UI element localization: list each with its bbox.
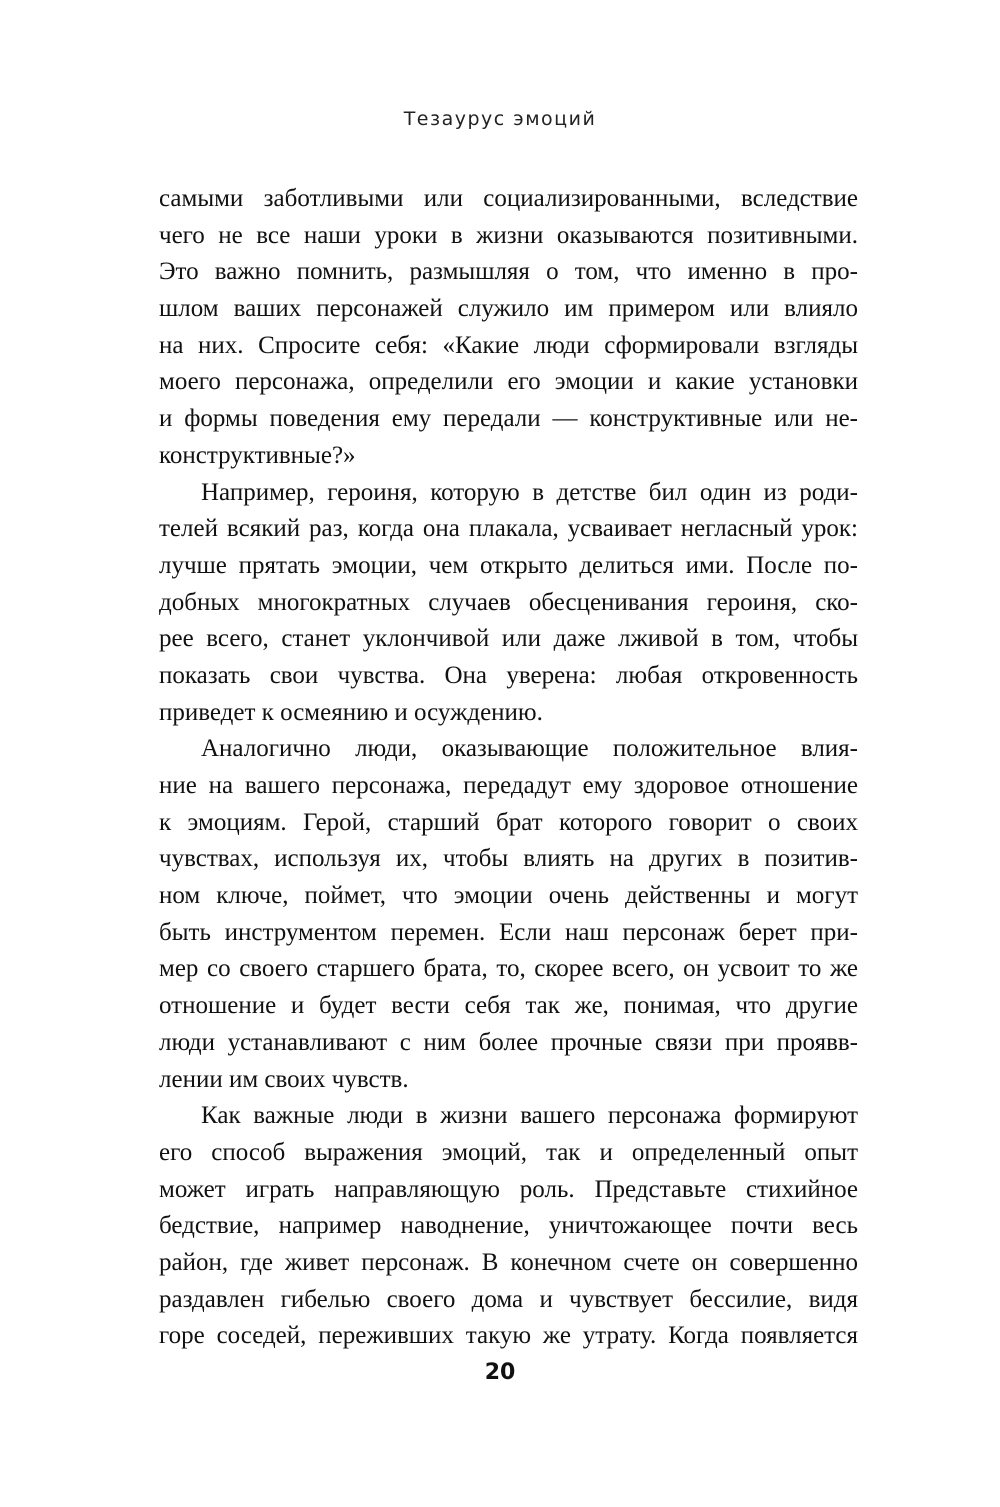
paragraph (159, 1098, 858, 1355)
text-line: ном ключе, поймет, что эмоции очень действенны и могут (159, 882, 858, 910)
text-line: шлом ваших персонажей служило им примером или влияло (159, 295, 858, 323)
text-line: на них. Спросите себя: «Какие люди сформировали взгляды (159, 331, 858, 359)
text-line: приведет к осмеянию и осуждению. (159, 698, 543, 726)
text-line: конструктивные?» (159, 441, 356, 469)
text-line: моего персонажа, определили его эмоции и какие установки (159, 368, 858, 396)
text-line: показать свои чувства. Она уверена: любая откровенность (159, 661, 858, 689)
text-line: лучше прятать эмоции, чем открыто делиться ими. После по- (159, 551, 858, 579)
text-line: его способ выражения эмоций, так и определенный опыт (159, 1138, 858, 1166)
text-line: самыми заботливыми или социализированными, вследствие (159, 185, 858, 212)
text-line: люди устанавливают с ним более прочные связи при проявв- (159, 1028, 858, 1056)
text-line: ние на вашего персонажа, передадут ему здоровое отношение (159, 772, 858, 799)
text-line: раздавлен гибелью своего дома и чувствует бессилие, видя (159, 1285, 858, 1313)
text-line: Например, героиня, которую в детстве бил один из роди- (201, 478, 858, 506)
body-text (159, 181, 858, 1355)
text-line: лении им своих чувств. (159, 1065, 409, 1093)
text-line: может играть направляющую роль. Представьте стихийное (159, 1175, 858, 1203)
paragraph (159, 731, 858, 1098)
text-line: Это важно помнить, размышляя о том, что именно в про- (159, 258, 858, 286)
text-line: и формы поведения ему передали — конструктивные или не- (159, 405, 858, 433)
text-line: отношение и будет вести себя так же, понимая, что другие (159, 992, 858, 1020)
text-line: район, где живет персонаж. В конечном счете он совершенно (159, 1248, 858, 1276)
text-line: горе соседей, переживших такую же утрату. Когда появляется (159, 1322, 858, 1350)
text-line: телей всякий раз, когда она плакала, усваивает негласный урок: (159, 515, 858, 543)
text-line: добных многократных случаев обесценивания героиня, ско- (159, 588, 858, 616)
text-line: рее всего, станет уклончивой или даже лживой в том, чтобы (159, 625, 858, 653)
running-head: Тезаурус эмоций (403, 108, 597, 130)
text-line: быть инструментом перемен. Если наш персонаж берет при- (159, 918, 858, 946)
text-line: бедствие, например наводнение, уничтожающее почти весь (159, 1212, 858, 1240)
text-line: чувствах, используя их, чтобы влиять на других в позитив- (159, 845, 858, 873)
paragraph (159, 181, 858, 475)
text-line: к эмоциям. Герой, старший брат которого говорит о своих (159, 808, 858, 836)
paragraph (159, 475, 858, 732)
text-line: мер со своего старшего брата, то, скорее всего, он усвоит то же (159, 955, 858, 983)
text-line: Аналогично люди, оказывающие положительное влия- (201, 735, 858, 763)
text-line: Как важные люди в жизни вашего персонажа формируют (201, 1102, 858, 1130)
page-number: 20 (484, 1360, 516, 1385)
text-line: чего не все наши уроки в жизни оказываются позитивными. (159, 221, 858, 249)
